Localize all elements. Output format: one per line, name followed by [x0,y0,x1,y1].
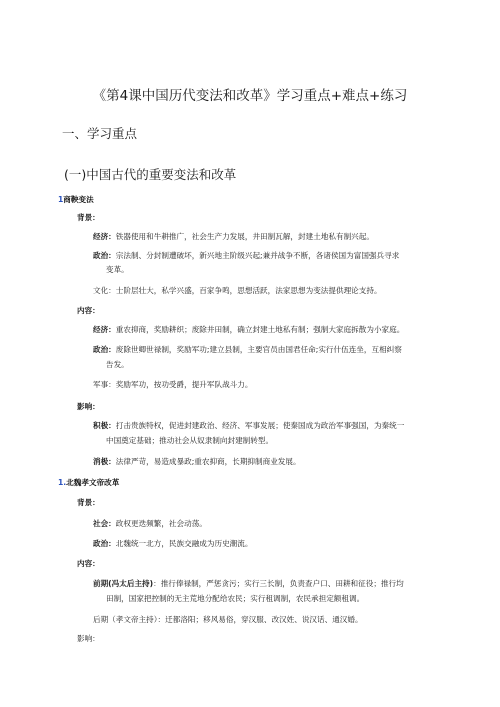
label-economy: 经济： [93,325,116,334]
content-early-text: ：推行俸禄制，严惩贪污；实行三长制，负责查户口、田耕和征役；推行均 [153,579,404,588]
content-politics-line [93,345,402,355]
label-negative: 消极： [93,457,116,466]
document-title: 《第4课中国历代变法和改革》学习重点+难点+练习 [92,88,408,104]
bg-economy-line [93,232,374,242]
bg-society-line [93,519,207,529]
content-economy-line [93,325,404,335]
bg-politics-text: 北魏统一北方，民族交融成为历史潮流。 [115,539,253,548]
heading-study-focus: 一、学习重点 [62,126,138,141]
heading-ancient-reforms: (一)中国古代的重要变法和改革 [64,167,237,182]
section-xiaowen [58,478,119,488]
label-politics: 政治： [93,251,116,260]
content-economy-text: 重农抑商，奖励耕织；废除井田制，确立封建土地私有制；强制大家庭拆散为小家庭。 [115,325,405,334]
section-title: 北魏孝文帝改革 [66,478,120,487]
bg-economy-text: 铁器使用和牛耕推广，社会生产力发展，井田制瓦解，封建土地私有制兴起。 [115,232,374,241]
bg-culture-line: 文化：士阶层壮大，私学兴盛，百家争鸣，思想活跃，法家思想为变法提供理论支持。 [93,286,382,295]
bg-society-text: 政权更迭频繁，社会动荡。 [115,519,207,528]
content-military-line: 军事：奖励军功，按功受爵，提升军队战斗力。 [93,380,253,389]
label-content: 内容： [77,559,100,568]
label-impact: 影响： [77,402,100,411]
bg-politics-text: 宗法制、分封制遭破坏，新兴地主阶级兴起;兼并战争不断，各诸侯国为富国强兵寻求 [115,251,400,260]
content-politics-text: 废除世卿世禄制，奖励军功;建立县制，主要官员由国君任命;实行什伍连坐，互相纠察 [115,345,402,354]
label-impact: 影响： [77,634,100,643]
section-number: 1. [58,478,67,487]
bg-politics-cont: 变革。 [106,265,129,274]
section-title: 商鞅变法 [63,195,94,204]
label-positive: 积极： [93,421,116,430]
impact-positive-text: 打击贵族特权，促进封建政治、经济、军事发展；使秦国成为政治军事强国，为秦统一 [115,421,405,430]
label-society: 社会： [93,519,116,528]
label-early-period: 前期(冯太后主持) [93,579,154,588]
label-politics: 政治： [93,345,116,354]
label-background: 背景： [77,213,100,222]
label-politics: 政治： [93,539,116,548]
impact-negative-line [93,457,301,467]
impact-positive-line [93,421,404,431]
label-economy: 经济： [93,232,116,241]
content-early-cont: 田制，国家把控制的无主荒地分配给农民；实行租调制，农民承担定额租调。 [106,594,365,603]
content-politics-cont: 告发。 [106,360,129,369]
content-late-line: 后期（孝文帝主持）：迁都洛阳；移风易俗，穿汉服、改汉姓、说汉话、通汉婚。 [93,615,363,624]
label-content: 内容： [77,306,100,315]
section-number: 1 [58,195,64,204]
bg-politics-line [93,539,252,549]
section-shang-yang [58,195,94,205]
label-background: 背景： [77,498,100,507]
impact-negative-text: 法律严苛，易造成暴政;重农抑商，长期抑制商业发展。 [115,457,301,466]
content-early-line [93,579,404,589]
impact-positive-cont: 中国奠定基础；推动社会从奴隶制向封建制转型。 [106,436,274,445]
bg-politics-line [93,251,399,261]
